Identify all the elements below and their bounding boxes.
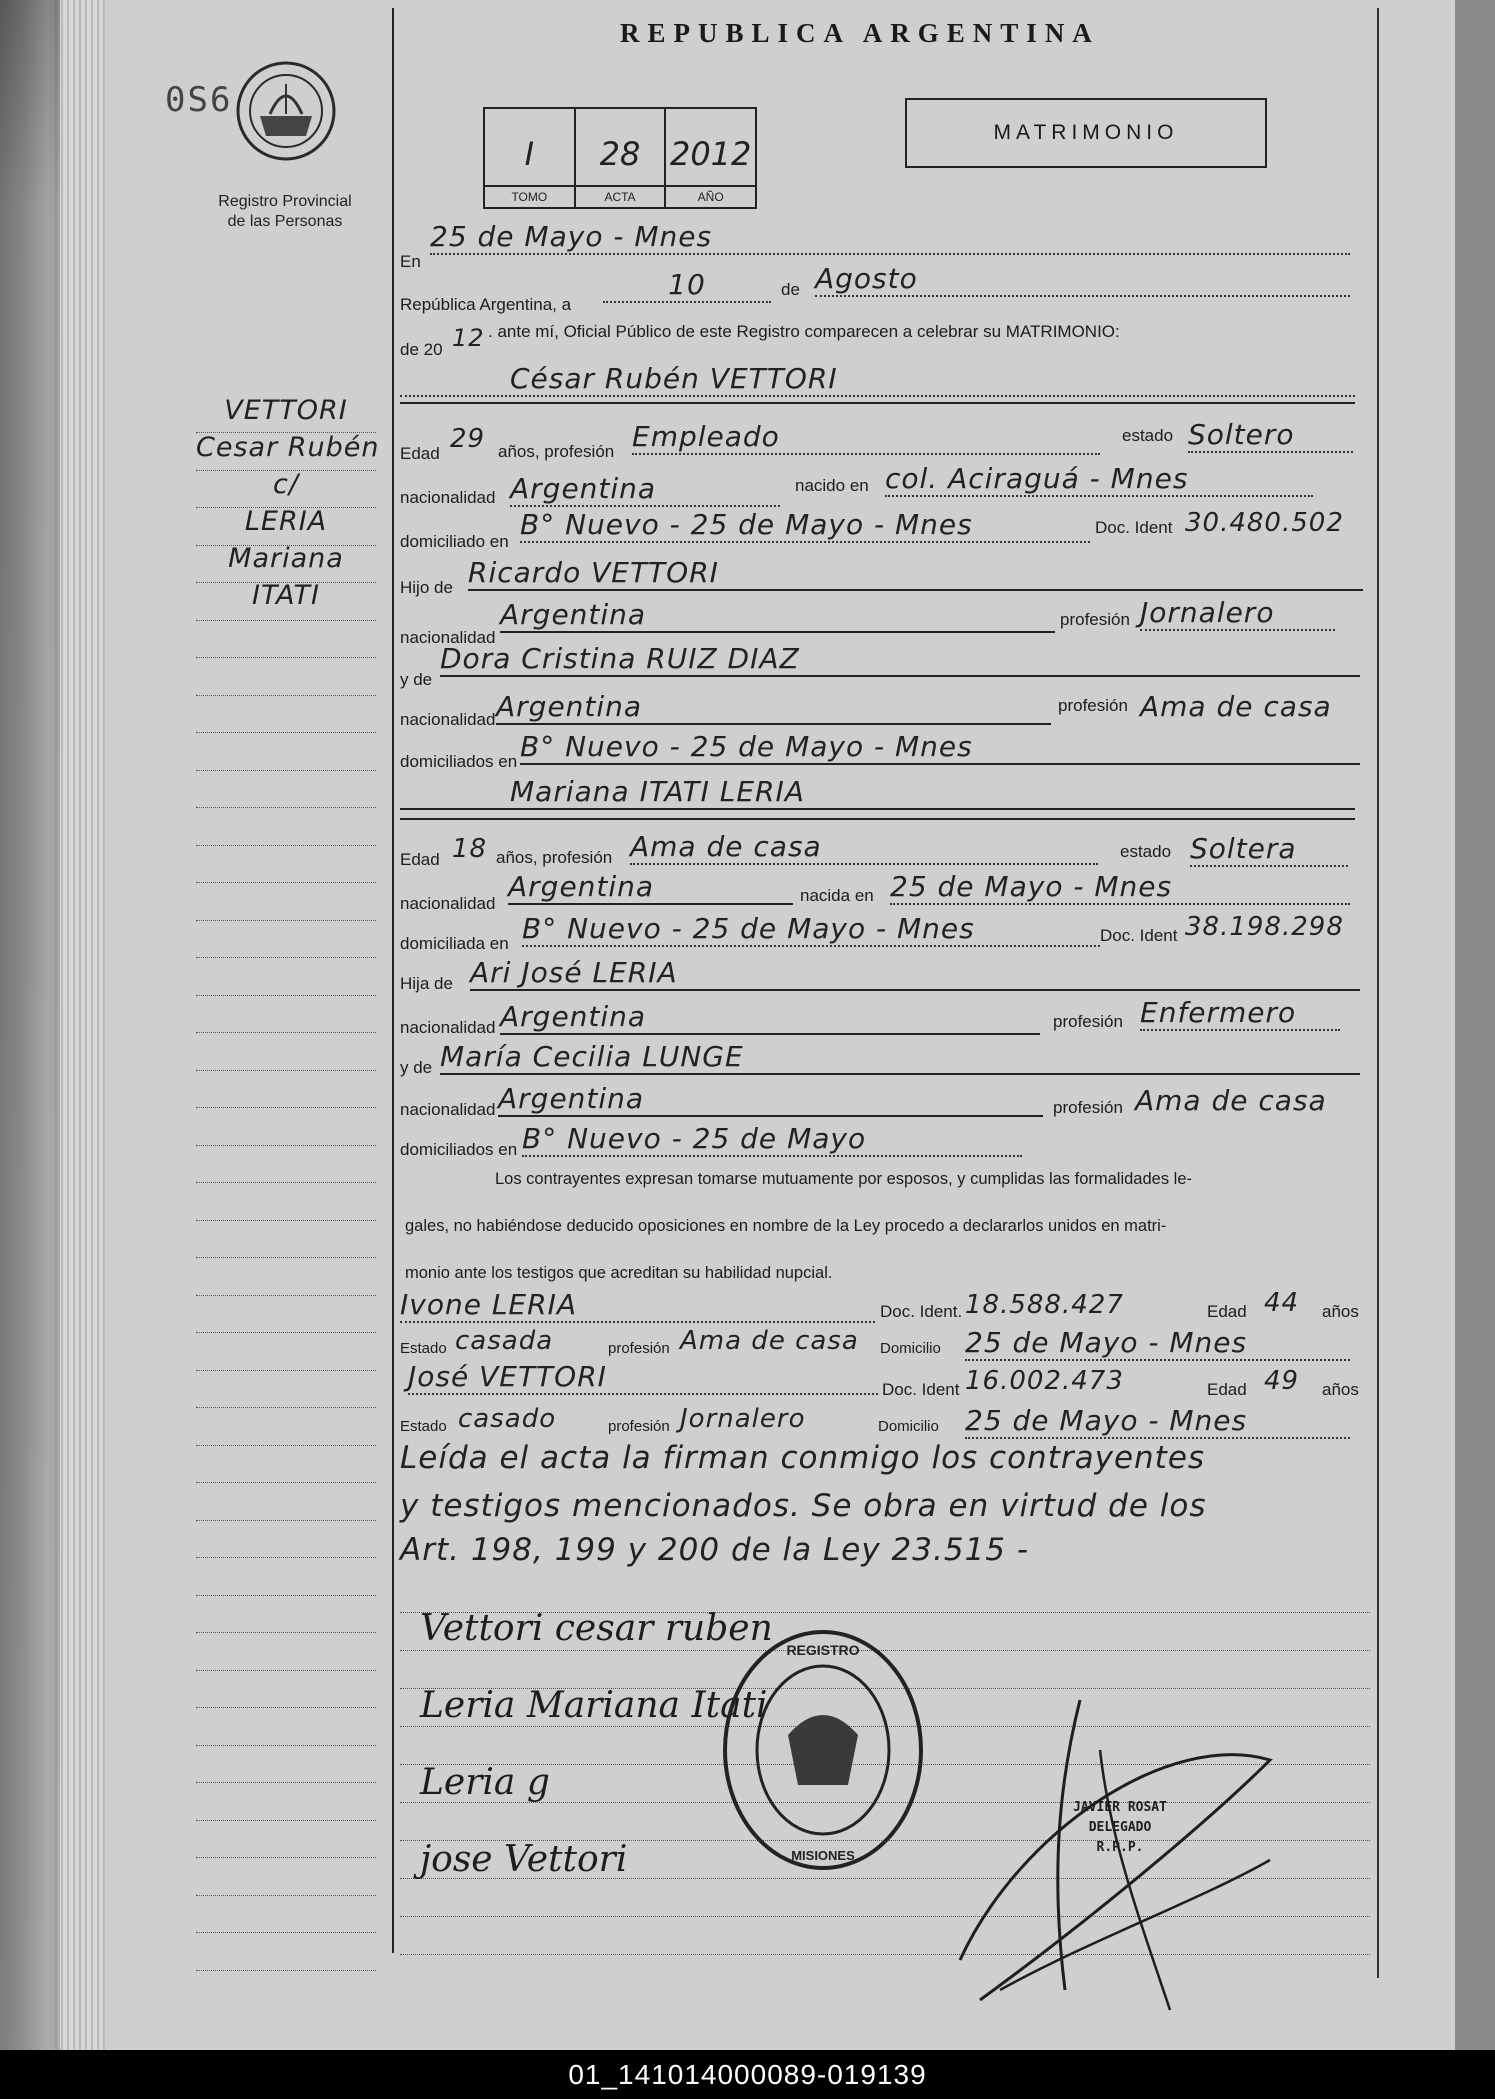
witness-doc: 16.002.473	[965, 1366, 1124, 1396]
declaration-line1: Los contrayentes expresan tomarse mutuamente por esposos, y cumplidas las formalidades le-	[495, 1170, 1193, 1188]
groom-madre-prof: Ama de casa	[1140, 690, 1332, 723]
bride-nacionalidad: Argentina	[508, 870, 793, 905]
witness-estado: casada	[455, 1326, 554, 1356]
groom-estado: Soltero	[1188, 418, 1353, 453]
margin-ruled-line	[196, 695, 376, 696]
tomo-cell	[485, 109, 576, 207]
bride-estado: Soltera	[1190, 832, 1348, 867]
witness-doc-label: Doc. Ident	[882, 1380, 960, 1399]
bride-profesion: Ama de casa	[630, 830, 1098, 865]
groom-doc: 30.480.502	[1185, 508, 1344, 538]
margin-ruled-line	[196, 1032, 376, 1033]
official-stamp-office: R.P.P.	[1096, 1840, 1144, 1855]
witness-edad: 44	[1264, 1288, 1300, 1318]
intro-en-label: En	[400, 252, 421, 271]
groom-hijo-label: Hijo de	[400, 578, 453, 597]
round-seal-icon	[718, 1625, 928, 1875]
groom-estado-label: estado	[1122, 426, 1174, 445]
bride-doc: 38.198.298	[1185, 912, 1344, 942]
margin-ruled-line	[196, 770, 376, 771]
official-stamp-name: JAVIER ROSAT	[1073, 1800, 1167, 1815]
bride-padres-dom: B° Nuevo - 25 de Mayo	[522, 1122, 1022, 1157]
margin-ruled-line	[196, 1857, 376, 1858]
bride-madre: María Cecilia LUNGE	[440, 1040, 1360, 1075]
official-stamp	[1020, 1798, 1220, 1858]
intro-de-label: de	[781, 280, 800, 299]
groom-domicilio: B° Nuevo - 25 de Mayo - Mnes	[520, 508, 1090, 543]
stamp-code: 0S6	[165, 80, 233, 120]
margin-ruled-line	[196, 1632, 376, 1633]
signature-witness1: Leria g	[420, 1762, 550, 1803]
groom-padre-nac-label: nacionalidad	[400, 628, 496, 647]
bride-estado-label: estado	[1120, 842, 1172, 861]
declaration-line3: monio ante los testigos que acreditan su habilidad nupcial.	[405, 1264, 833, 1282]
bride-madre-nac-label: nacionalidad	[400, 1100, 496, 1119]
intro-month: Agosto	[815, 262, 1350, 297]
margin-ruled-line	[196, 1107, 376, 1108]
margin-ruled-line	[196, 1707, 376, 1708]
margin-ruled-line	[196, 1782, 376, 1783]
margin-ruled-line	[196, 1370, 376, 1371]
witness-estado: casado	[458, 1404, 557, 1434]
witness-name: José VETTORI	[408, 1360, 878, 1395]
registry-label-line1: Registro Provincial	[218, 193, 352, 210]
margin-ruled-line	[196, 1932, 376, 1933]
groom-doc-label: Doc. Ident	[1095, 518, 1173, 537]
intro-republica-label: República Argentina, a	[400, 295, 572, 314]
margin-note-line: Mariana	[228, 543, 344, 574]
groom-padre-nac: Argentina	[500, 598, 1055, 633]
margin-note-line: Cesar Rubén	[196, 432, 380, 463]
margin-ruled-line	[196, 1557, 376, 1558]
bride-padre-nac: Argentina	[500, 1000, 1040, 1035]
groom-padre-prof-label: profesión	[1060, 610, 1130, 629]
margin-ruled-line	[196, 1445, 376, 1446]
witness-doc-label: Doc. Ident.	[880, 1302, 963, 1321]
official-signature	[940, 1690, 1290, 2030]
declaration-line2: gales, no habiéndose deducido oposiciones en nombre de la Ley procedo a declararlos unidos en matri-	[405, 1217, 1167, 1235]
margin-ruled-line	[196, 1332, 376, 1333]
witness-estado-label: Estado	[400, 1418, 447, 1435]
witness-profesion: Jornalero	[680, 1404, 806, 1434]
margin-ruled-line	[196, 920, 376, 921]
bride-padre: Ari José LERIA	[470, 956, 1360, 991]
intro-place: 25 de Mayo - Mnes	[430, 220, 1350, 255]
bride-doc-label: Doc. Ident	[1100, 926, 1178, 945]
witness-edad: 49	[1264, 1366, 1300, 1396]
margin-ruled-line	[196, 1182, 376, 1183]
bride-domicilio-label: domiciliada en	[400, 934, 509, 953]
margin-ruled-line	[196, 957, 376, 958]
bride-nacida-en: 25 de Mayo - Mnes	[890, 870, 1350, 905]
closing-note-line: y testigos mencionados. Se obra en virtud de los	[400, 1488, 1207, 1524]
witness-edad-label: Edad	[1207, 1302, 1247, 1321]
groom-nacido-label: nacido en	[795, 476, 869, 495]
groom-profesion-label: años, profesión	[498, 442, 615, 461]
groom-madre: Dora Cristina RUIZ DIAZ	[440, 642, 1360, 677]
acta-label: ACTA	[576, 185, 665, 207]
groom-name: César Rubén VETTORI	[400, 362, 1355, 397]
section-separator	[400, 818, 1355, 820]
ano-cell	[666, 109, 755, 207]
registry-label	[200, 192, 370, 232]
intro-day: 10	[603, 268, 771, 303]
spine-shadow	[0, 0, 60, 2050]
bride-domicilio: B° Nuevo - 25 de Mayo - Mnes	[522, 912, 1100, 947]
groom-padres-dom-label: domiciliados en	[400, 752, 518, 771]
margin-ruled-line	[196, 732, 376, 733]
groom-madre-nac: Argentina	[496, 690, 1051, 725]
bride-edad-label: Edad	[400, 850, 440, 869]
margin-ruled-line	[196, 807, 376, 808]
margin-ruled-line	[196, 1145, 376, 1146]
bride-padres-dom-label: domiciliados en	[400, 1140, 518, 1159]
margin-ruled-line	[196, 1970, 376, 1971]
groom-edad-label: Edad	[400, 444, 440, 463]
margin-ruled-line	[196, 1295, 376, 1296]
margin-ruled-line	[196, 1070, 376, 1071]
groom-madre-nac-label: nacionalidad	[400, 710, 496, 729]
signature-bride: Leria Mariana Itati	[420, 1685, 768, 1726]
margin-note-line: LERIA	[244, 506, 328, 537]
witness-anos-label: años	[1322, 1380, 1359, 1399]
margin-ruled-line	[196, 1745, 376, 1746]
bride-profesion-label: años, profesión	[496, 848, 613, 867]
margin-ruled-line	[196, 1220, 376, 1221]
scan-file-id: 01_141014000089-019139	[0, 2050, 1495, 2099]
bride-nacida-label: nacida en	[800, 886, 874, 905]
registry-label-line2: de las Personas	[227, 213, 343, 230]
margin-ruled-line	[196, 1595, 376, 1596]
bride-padre-prof: Enfermero	[1140, 996, 1340, 1031]
margin-note-line: c/	[273, 469, 299, 500]
groom-domicilio-label: domiciliado en	[400, 532, 509, 551]
groom-edad: 29	[450, 424, 486, 454]
margin-ruled-line	[196, 1820, 376, 1821]
groom-padres-dom: B° Nuevo - 25 de Mayo - Mnes	[520, 730, 1360, 765]
margin-ruled-line	[196, 845, 376, 846]
country-title: REPUBLICA ARGENTINA	[620, 18, 1100, 48]
ano-label: AÑO	[666, 185, 755, 207]
groom-padre: Ricardo VETTORI	[468, 556, 1363, 591]
svg-text:MISIONES: MISIONES	[791, 1848, 855, 1863]
witness-estado-label: Estado	[400, 1340, 447, 1357]
tomo-label: TOMO	[485, 185, 574, 207]
witness-profesion: Ama de casa	[680, 1326, 859, 1356]
bride-yde-label: y de	[400, 1058, 433, 1077]
bride-name: Mariana ITATI LERIA	[400, 775, 1355, 810]
margin-rule	[392, 8, 394, 1953]
witness-domicilio-label: Domicilio	[878, 1418, 939, 1435]
provincial-seal-icon	[226, 56, 346, 166]
bride-nac-label: nacionalidad	[400, 894, 496, 913]
record-type-box: MATRIMONIO	[905, 98, 1267, 168]
bride-hija-label: Hija de	[400, 974, 453, 993]
witness-profesion-label: profesión	[608, 1418, 670, 1435]
bride-madre-nac: Argentina	[498, 1082, 1043, 1117]
groom-nacionalidad: Argentina	[510, 472, 780, 507]
intro-year-prefix: de 20	[400, 340, 443, 359]
groom-nacido-en: col. Aciraguá - Mnes	[885, 462, 1313, 497]
witness-domicilio: 25 de Mayo - Mnes	[965, 1326, 1350, 1361]
witness-domicilio-label: Domicilio	[880, 1340, 941, 1357]
bride-padre-prof-label: profesión	[1053, 1012, 1123, 1031]
acta-value: 28	[599, 135, 641, 173]
bride-madre-prof: Ama de casa	[1135, 1084, 1327, 1117]
margin-note	[196, 395, 380, 617]
margin-ruled-line	[196, 1520, 376, 1521]
groom-padre-prof: Jornalero	[1140, 596, 1335, 631]
margin-ruled-line	[196, 620, 376, 621]
bride-edad: 18	[452, 834, 488, 864]
margin-ruled-line	[196, 1670, 376, 1671]
groom-yde-label: y de	[400, 670, 433, 689]
witness-profesion-label: profesión	[608, 1340, 670, 1357]
record-number-box	[483, 107, 757, 209]
margin-ruled-line	[196, 1257, 376, 1258]
margin-ruled-line	[196, 1895, 376, 1896]
groom-nac-label: nacionalidad	[400, 488, 496, 507]
margin-note-line: VETTORI	[224, 395, 348, 426]
groom-profesion: Empleado	[632, 420, 1100, 455]
witness-domicilio: 25 de Mayo - Mnes	[965, 1404, 1350, 1439]
ano-value: 2012	[669, 135, 752, 173]
witness-doc: 18.588.427	[965, 1290, 1124, 1320]
witness-anos-label: años	[1322, 1302, 1359, 1321]
signature-witness2: jose Vettori	[420, 1839, 628, 1880]
margin-ruled-line	[196, 1482, 376, 1483]
intro-year-suffix: 12	[452, 324, 485, 352]
page-stack-edge	[55, 0, 105, 2050]
witness-edad-label: Edad	[1207, 1380, 1247, 1399]
tomo-value: I	[524, 135, 535, 173]
margin-ruled-line	[196, 995, 376, 996]
margin-note-line: ITATI	[252, 580, 320, 611]
right-rule	[1377, 8, 1379, 1978]
closing-note-line: Leída el acta la firman conmigo los contrayentes	[400, 1440, 1206, 1476]
margin-ruled-line	[196, 882, 376, 883]
margin-ruled-line	[196, 1407, 376, 1408]
acta-cell	[576, 109, 667, 207]
official-stamp-title: DELEGADO	[1088, 1820, 1152, 1835]
bride-padre-nac-label: nacionalidad	[400, 1018, 496, 1037]
closing-note-line: Art. 198, 199 y 200 de la Ley 23.515 -	[400, 1532, 1030, 1568]
section-separator	[400, 402, 1355, 404]
bride-madre-prof-label: profesión	[1053, 1098, 1123, 1117]
signature-groom: Vettori cesar ruben	[420, 1608, 773, 1649]
svg-text:REGISTRO: REGISTRO	[786, 1642, 860, 1658]
intro-statement: . ante mí, Oficial Público de este Registro comparecen a celebrar su MATRIMONIO:	[488, 322, 1120, 341]
groom-madre-prof-label: profesión	[1058, 696, 1128, 715]
witness-name: Ivone LERIA	[400, 1288, 875, 1323]
margin-ruled-line	[196, 657, 376, 658]
